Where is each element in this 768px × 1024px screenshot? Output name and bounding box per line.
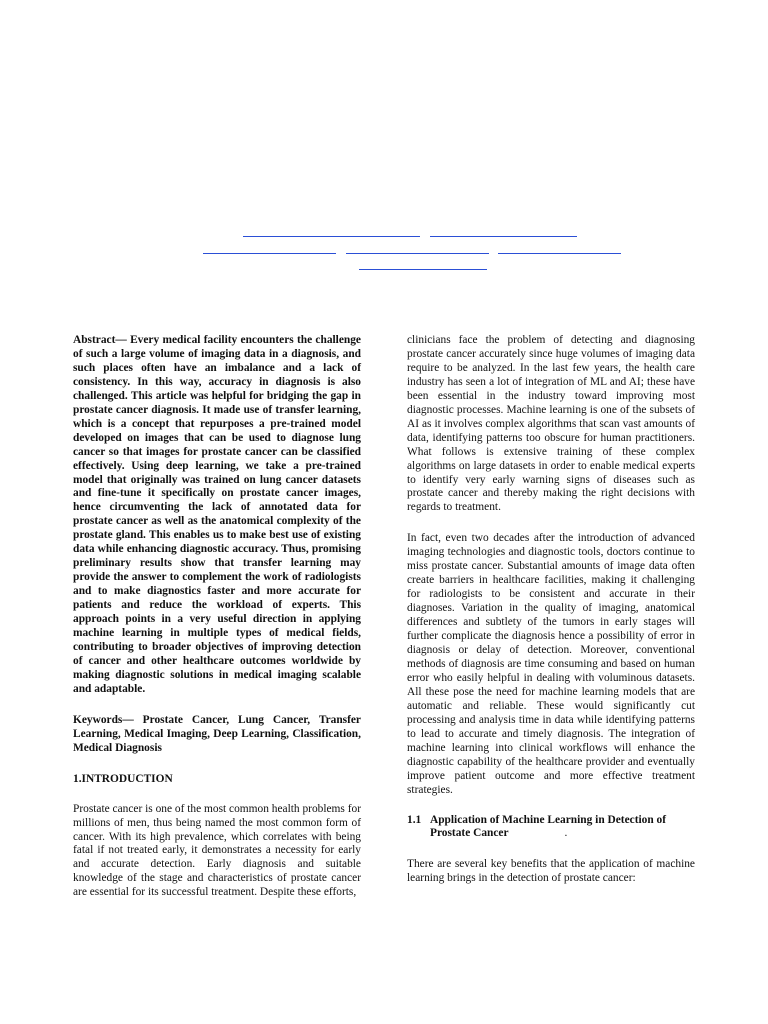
author-link-1[interactable] — [243, 236, 420, 237]
author-link-6[interactable] — [359, 269, 487, 270]
subsection-heading — [407, 814, 695, 842]
author-link-2[interactable] — [430, 236, 577, 237]
paragraph-2: In fact, even two decades after the introduction of advanced imaging technologies and diagnostic tools, doctors continue to miss prostate cancer. Substantial amounts of image data often create barriers in healthcare facilities, making it challenging for radiologists to be consistent and accurate in their diagnoses. Variation in the quality of imaging, anatomical differences and subtlety of the tumors in early stages will further complicate the diagnosis hence a possibility of error in diagnosis or delay of detection. Moreover, conventional methods of diagnosis are time consuming and based on human error who easily helpful in dealing with voluminous datasets. All these pose the need for machine learning models that are automatic and reliable. These would significantly cut processing and analysis time in data while identifying patterns to lead to accurate and timely diagnosis. The integration of machine learning into clinical workflows will enhance the diagnostic capability of the healthcare provider and eventually improve patient outcome and more effective treatment strategies. — [407, 532, 695, 796]
abstract — [73, 334, 361, 697]
author-link-3[interactable] — [203, 253, 336, 254]
keywords-text: Prostate Cancer, Lung Cancer, Transfer Learning, Medical Imaging, Deep Learning, Classification, Medical Diagnosis — [73, 713, 361, 754]
keywords-label: Keywords— — [73, 713, 134, 726]
abstract-label: Abstract— — [73, 334, 127, 346]
keywords — [73, 714, 361, 756]
author-link-4[interactable] — [346, 253, 489, 254]
intro-paragraph: Prostate cancer is one of the most common health problems for millions of men, thus being named the most common form of cancer. With its high prevalence, which correlates with being fatal if not treated early, it demonstrates a necessity for early and accurate detection. Early diagnosis and suitable knowledge of the stage and characteristics of prostate cancer are essential for its successful treatment. Despite these efforts, — [73, 802, 361, 899]
author-link-5[interactable] — [498, 253, 621, 254]
left-column — [73, 334, 361, 900]
right-column — [407, 334, 695, 886]
subsection-number: 1.1 — [407, 813, 422, 826]
subsection-title: Application of Machine Learning in Detection of Prostate Cancer — [430, 813, 667, 840]
abstract-text: Every medical facility encounters the challenge of such a large volume of imaging data in a diagnosis, and such places often have an imbalance and a lack of consistency. In this way, accuracy in diagnosis is also challenged. This article was helpful for bridging the gap in prostate cancer diagnosis. It made use of transfer learning, which is a concept that repurposes a pre-trained model developed on images that can be used to diagnose lung cancer so that images for prostate cancer can be classified effectively. Using deep learning, we take a pre-trained model that originally was trained on lung cancer datasets and fine-tune it specifically on prostate cancer images, hence circumventing the lack of annotated data for prostate cancer as well as the anatomical complexity of the prostate gland. This enables us to make best use of existing data while enhancing diagnostic accuracy. Thus, promising preliminary results show that transfer learning may provide the answer to complement the work of radiologists and to make diagnostics faster and more accurate for patients and reduce the workload of experts. This approach points in a very useful direction in applying machine learning in multiple types of medical fields, contributing to broader objectives of improving detection of cancer and other healthcare outcomes worldwide by making diagnostic solutions in medical imaging scalable and adaptable. — [73, 334, 361, 695]
subsection-period: . — [564, 827, 568, 840]
paragraph-3: There are several key benefits that the application of machine learning brings in the detection of prostate cancer: — [407, 858, 695, 885]
intro-heading: 1.INTRODUCTION — [73, 772, 173, 785]
paragraph-1: clinicians face the problem of detecting and diagnosing prostate cancer accurately since huge volumes of imaging data require to be analyzed. In the last few years, the health care industry has seen a lot of integration of ML and AI; these have been essential in the industry toward improving most diagnostic processes. Machine learning is one of the subsets of AI as it involves complex algorithms that scan vast amounts of data, identifying patterns too obscure for human practitioners. What follows is extensive training of these complex algorithms on large datasets in order to enable medical experts to identify very early warning signs of diseases such as prostate cancer and thereby making the right decisions with regards to treatment. — [407, 334, 695, 514]
